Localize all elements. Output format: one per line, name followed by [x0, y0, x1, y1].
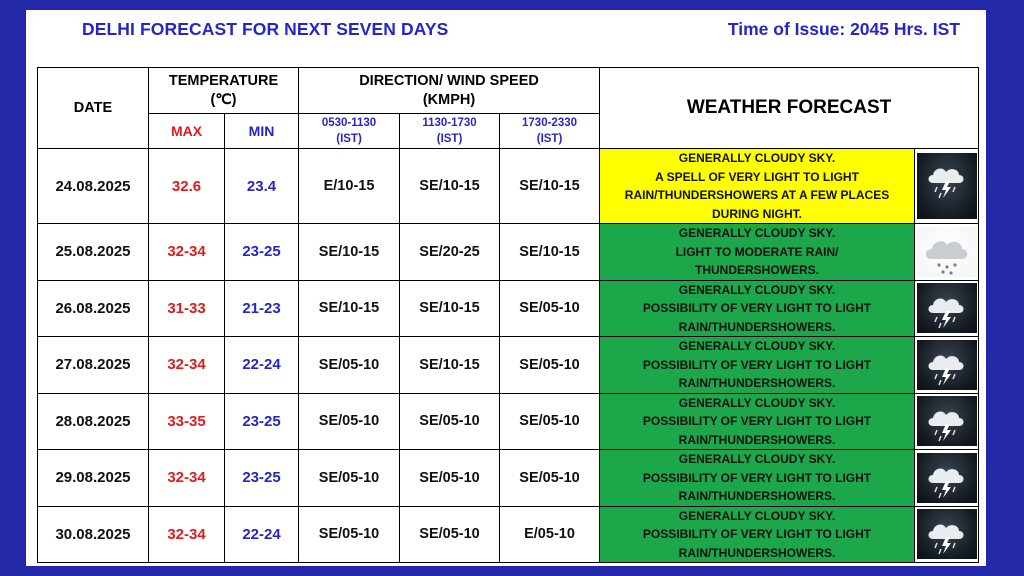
header-temperature-unit: (℃) — [210, 91, 237, 108]
row-forecast — [600, 224, 915, 281]
header-min: MIN — [225, 114, 299, 149]
forecast-line: POSSIBILITY OF VERY LIGHT TO LIGHT — [642, 357, 872, 372]
row-wind-slot-3: SE/05-10 — [500, 337, 600, 394]
table-row — [38, 337, 979, 394]
slot-2-time: 1130-1730 — [422, 117, 477, 129]
table-row — [38, 149, 979, 224]
forecast-line: RAIN/THUNDERSHOWERS AT A FEW PLACES — [624, 188, 890, 202]
row-date: 29.08.2025 — [38, 450, 149, 507]
row-max-temp: 32-34 — [149, 506, 225, 563]
row-date: 27.08.2025 — [38, 337, 149, 394]
slot-3-time: 1730-2330 — [522, 117, 578, 129]
table-row — [38, 224, 979, 281]
row-date: 25.08.2025 — [38, 224, 149, 281]
table-row — [38, 280, 979, 337]
row-forecast — [600, 149, 915, 224]
header-wind-label: DIRECTION/ WIND SPEED — [359, 72, 539, 89]
thunderstorm-icon — [917, 509, 977, 559]
slot-3-zone: (IST) — [536, 133, 563, 145]
row-max-temp: 32-34 — [149, 337, 225, 394]
forecast-line: RAIN/THUNDERSHOWERS. — [678, 432, 836, 447]
forecast-line: POSSIBILITY OF VERY LIGHT TO LIGHT — [642, 527, 872, 541]
row-wind-slot-1: SE/05-10 — [299, 393, 400, 450]
row-min-temp: 23-25 — [225, 450, 299, 507]
forecast-line: GENERALLY CLOUDY SKY. — [678, 151, 836, 165]
forecast-line: GENERALLY CLOUDY SKY. — [678, 452, 836, 466]
forecast-line: DURING NIGHT. — [712, 206, 803, 221]
page-title: DELHI FORECAST FOR NEXT SEVEN DAYS — [82, 19, 449, 39]
row-forecast — [600, 280, 915, 337]
thunderstorm-icon — [917, 396, 977, 446]
slot-1-time: 0530-1130 — [321, 117, 377, 129]
row-wind-slot-1: SE/05-10 — [299, 450, 400, 507]
header-wind-unit: (KMPH) — [422, 91, 476, 108]
row-date: 26.08.2025 — [38, 280, 149, 337]
forecast-line: GENERALLY CLOUDY SKY. — [678, 226, 836, 240]
forecast-line: GENERALLY CLOUDY SKY. — [678, 395, 836, 410]
row-icon-cell — [915, 337, 979, 394]
thunderstorm-icon — [917, 283, 977, 333]
row-min-temp: 22-24 — [225, 337, 299, 394]
header-max: MAX — [149, 114, 225, 149]
row-wind-slot-2: SE/10-15 — [400, 280, 500, 337]
thunderstorm-icon — [917, 453, 977, 503]
table-row — [38, 393, 979, 450]
row-forecast — [600, 506, 915, 563]
header-slot-3 — [500, 114, 600, 149]
row-icon-cell — [915, 280, 979, 337]
forecast-line: THUNDERSHOWERS. — [695, 263, 820, 277]
header-weather-forecast: WEATHER FORECAST — [600, 68, 979, 149]
forecast-line: POSSIBILITY OF VERY LIGHT TO LIGHT — [642, 470, 872, 485]
forecast-line: RAIN/THUNDERSHOWERS. — [678, 376, 836, 390]
forecast-line: GENERALLY CLOUDY SKY. — [678, 282, 836, 297]
forecast-line: RAIN/THUNDERSHOWERS. — [678, 545, 836, 560]
row-icon-cell — [915, 450, 979, 507]
row-wind-slot-3: SE/05-10 — [500, 450, 600, 507]
row-wind-slot-2: SE/05-10 — [400, 393, 500, 450]
row-wind-slot-3: E/05-10 — [500, 506, 600, 563]
row-icon-cell — [915, 506, 979, 563]
forecast-line: POSSIBILITY OF VERY LIGHT TO LIGHT — [642, 414, 872, 428]
forecast-line: GENERALLY CLOUDY SKY. — [678, 508, 836, 523]
slot-1-zone: (IST) — [336, 133, 362, 145]
row-wind-slot-2: SE/05-10 — [400, 506, 500, 563]
row-wind-slot-1: SE/05-10 — [299, 337, 400, 394]
row-icon-cell — [915, 149, 979, 224]
header-temperature-label: TEMPERATURE — [168, 72, 279, 89]
table-row — [38, 506, 979, 563]
header-temperature — [149, 68, 299, 114]
thunderstorm-icon — [917, 340, 977, 390]
row-date: 28.08.2025 — [38, 393, 149, 450]
forecast-line: LIGHT TO MODERATE RAIN/ — [675, 244, 839, 259]
forecast-table — [37, 67, 979, 563]
row-wind-slot-3: SE/10-15 — [500, 149, 600, 224]
row-max-temp: 33-35 — [149, 393, 225, 450]
row-icon-cell — [915, 224, 979, 281]
row-max-temp: 32-34 — [149, 450, 225, 507]
row-wind-slot-1: SE/10-15 — [299, 280, 400, 337]
header-wind — [299, 68, 600, 114]
row-min-temp: 21-23 — [225, 280, 299, 337]
header-slot-1 — [299, 114, 400, 149]
row-min-temp: 22-24 — [225, 506, 299, 563]
slot-2-zone: (IST) — [436, 133, 463, 145]
row-wind-slot-3: SE/05-10 — [500, 393, 600, 450]
row-max-temp: 31-33 — [149, 280, 225, 337]
row-date: 30.08.2025 — [38, 506, 149, 563]
forecast-line: POSSIBILITY OF VERY LIGHT TO LIGHT — [642, 301, 872, 315]
row-forecast — [600, 337, 915, 394]
row-wind-slot-3: SE/10-15 — [500, 224, 600, 281]
row-wind-slot-1: E/10-15 — [299, 149, 400, 224]
forecast-line: RAIN/THUNDERSHOWERS. — [678, 319, 836, 334]
row-wind-slot-2: SE/20-25 — [400, 224, 500, 281]
row-min-temp: 23.4 — [225, 149, 299, 224]
row-wind-slot-3: SE/05-10 — [500, 280, 600, 337]
header-slot-2 — [400, 114, 500, 149]
row-icon-cell — [915, 393, 979, 450]
row-forecast — [600, 393, 915, 450]
row-wind-slot-1: SE/10-15 — [299, 224, 400, 281]
thunderstorm-icon — [917, 153, 977, 219]
row-min-temp: 23-25 — [225, 224, 299, 281]
issue-time: Time of Issue: 2045 Hrs. IST — [727, 19, 960, 39]
header-date: DATE — [38, 68, 149, 149]
row-max-temp: 32-34 — [149, 224, 225, 281]
row-min-temp: 23-25 — [225, 393, 299, 450]
row-wind-slot-1: SE/05-10 — [299, 506, 400, 563]
rain-cloud-icon — [917, 227, 977, 277]
forecast-line: A SPELL OF VERY LIGHT TO LIGHT — [655, 169, 859, 184]
row-forecast — [600, 450, 915, 507]
table-row — [38, 450, 979, 507]
row-wind-slot-2: SE/05-10 — [400, 450, 500, 507]
forecast-sheet — [26, 10, 986, 566]
row-wind-slot-2: SE/10-15 — [400, 337, 500, 394]
row-date: 24.08.2025 — [38, 149, 149, 224]
row-wind-slot-2: SE/10-15 — [400, 149, 500, 224]
forecast-line: GENERALLY CLOUDY SKY. — [678, 339, 836, 353]
forecast-line: RAIN/THUNDERSHOWERS. — [678, 489, 836, 503]
row-max-temp: 32.6 — [149, 149, 225, 224]
